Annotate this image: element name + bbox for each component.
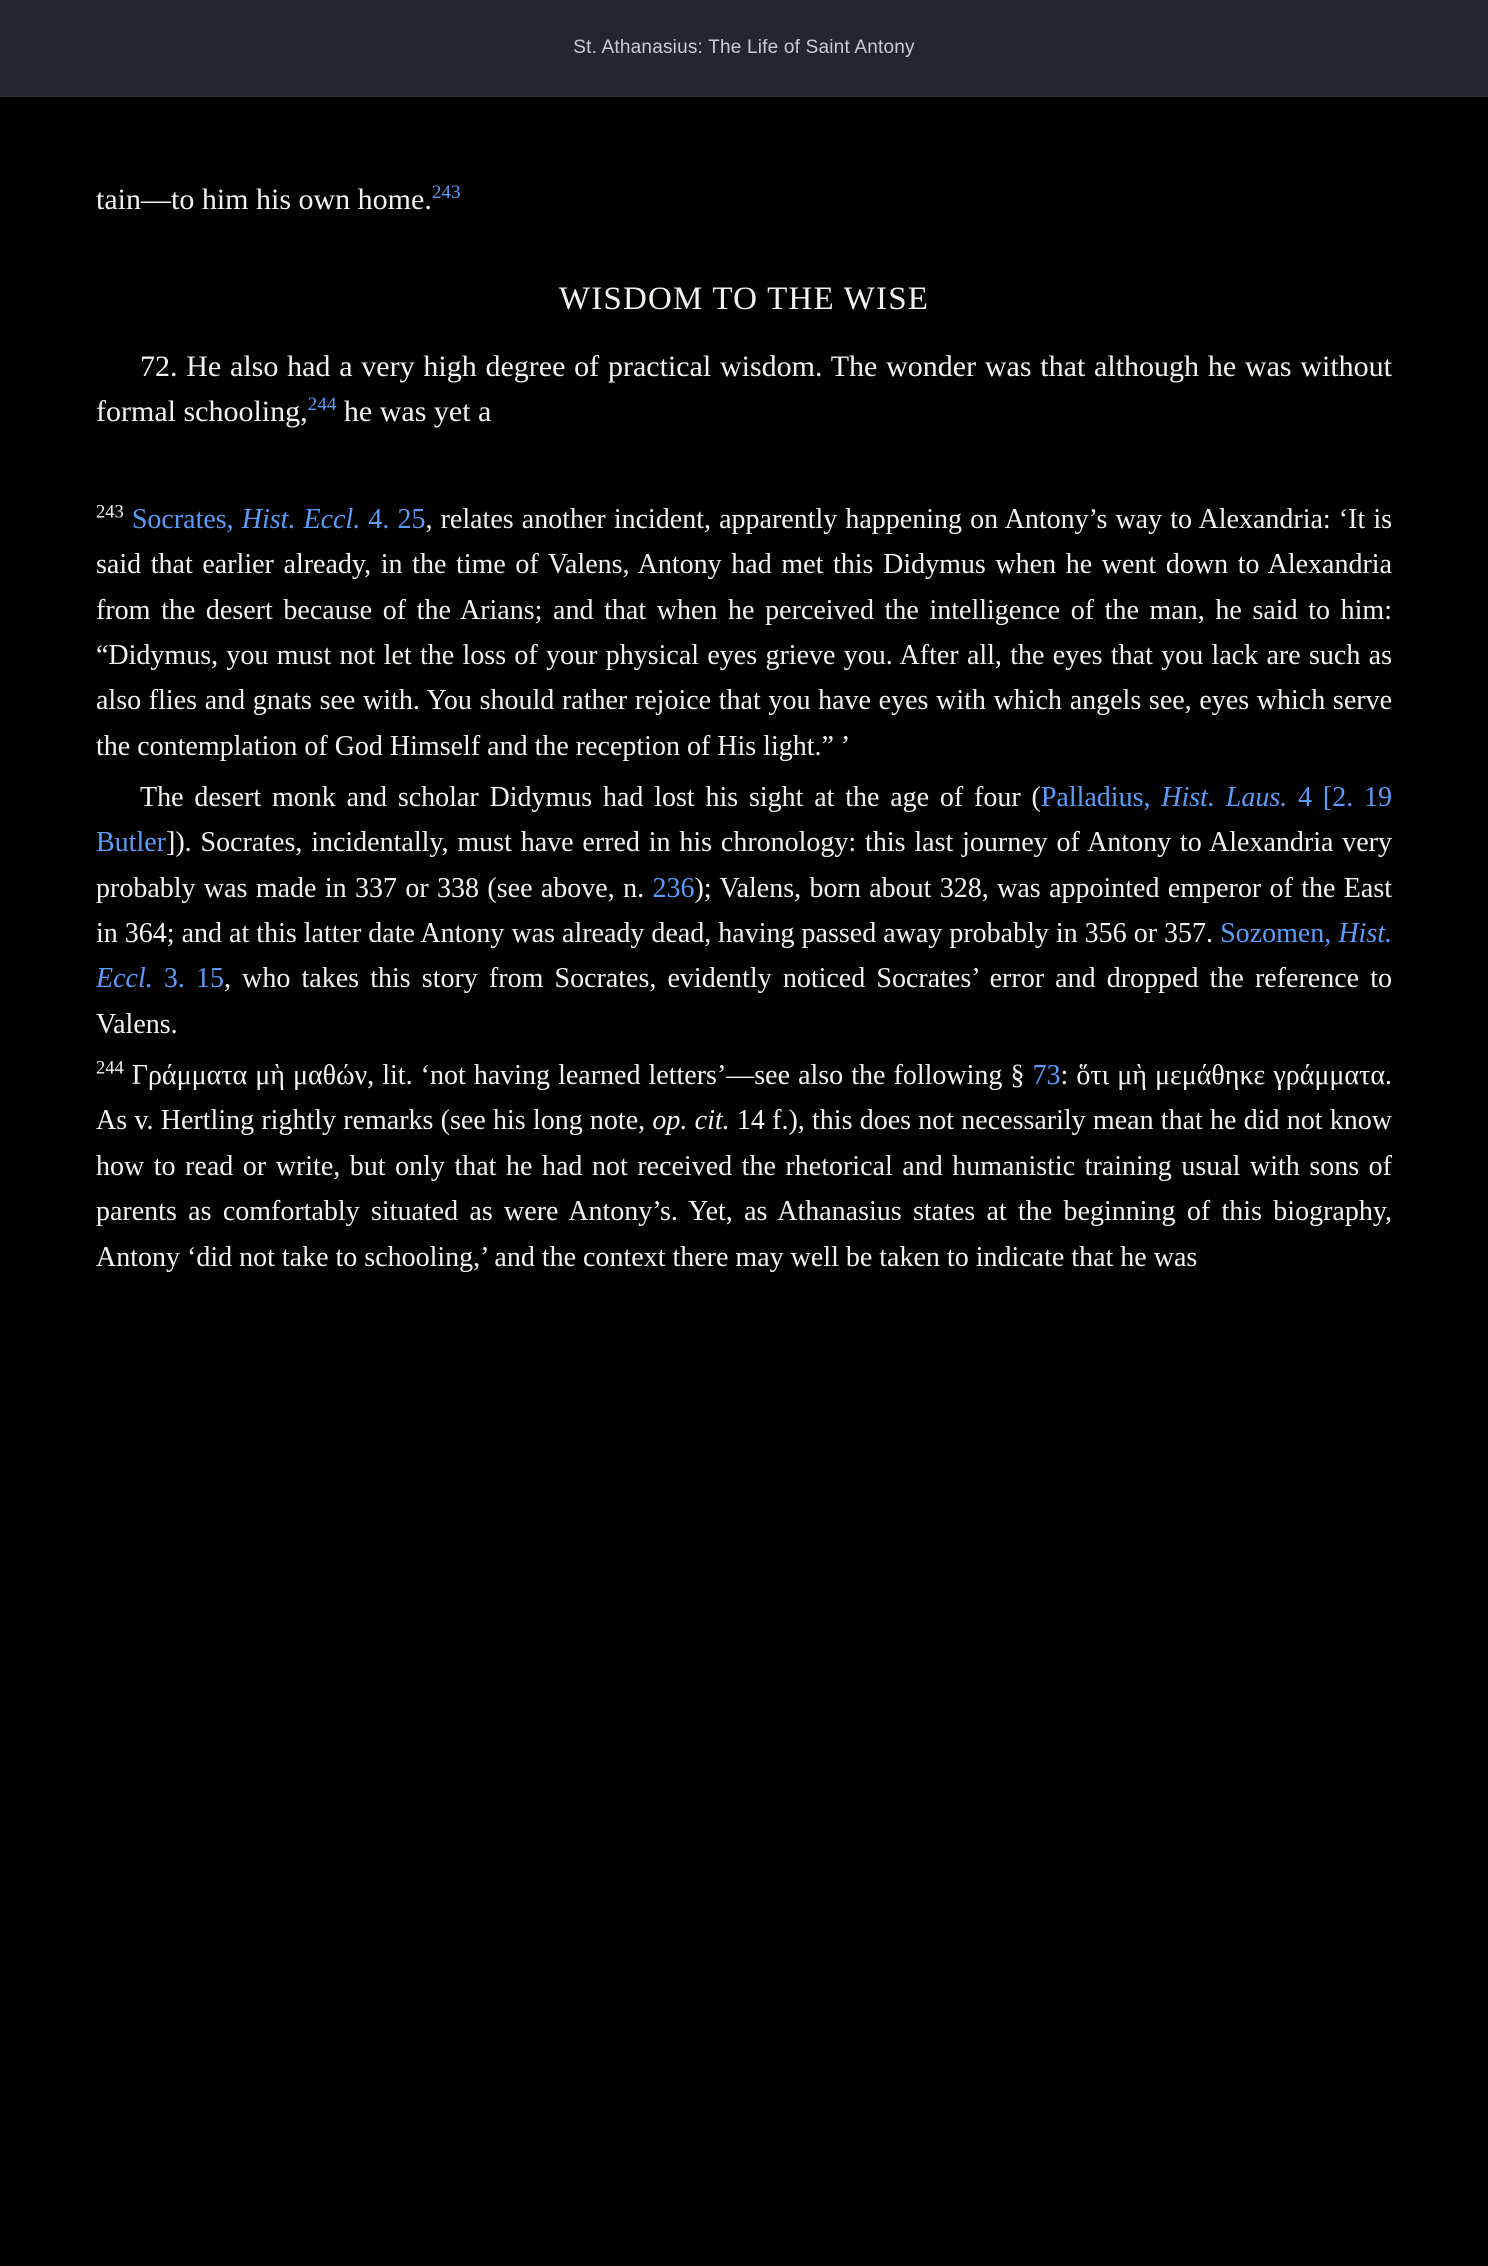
footnote-ref-243[interactable]: 243 bbox=[431, 182, 461, 203]
footnote-244-text-c: . As v. Hertling rightly remarks (see his long note, bbox=[96, 1060, 1393, 1137]
footnote-243-link-socrates-title[interactable]: Hist. Eccl. bbox=[241, 503, 361, 535]
footnote-243-paragraph-2 bbox=[96, 775, 1392, 1047]
footnotes-section bbox=[96, 497, 1392, 1280]
footnote-243-p2-mid3: ); Valens, born about 328, was appointed emperor of the East in 364; and at this latter date Antony was already dead, having passed away probably in 356 or 357. bbox=[96, 872, 1393, 950]
footnote-ref-244[interactable]: 244 bbox=[307, 394, 337, 416]
bottom-spacer bbox=[96, 1280, 1392, 1320]
footnote-244-link-section-73[interactable]: 73 bbox=[1032, 1060, 1061, 1092]
footnote-243-link-note-236[interactable]: 236 bbox=[652, 872, 695, 904]
footnote-243-link-sozomen-title[interactable]: Hist. Eccl. bbox=[96, 918, 1392, 995]
footnote-244-greek-1: Γράμματα μὴ μαθών bbox=[131, 1060, 368, 1092]
paragraph-text-part1: He also had a very high degree of practical wisdom. The wonder was that although he was without formal schooling, bbox=[96, 349, 1392, 429]
paragraph-text-part2: he was yet a bbox=[336, 395, 492, 429]
footnote-243-marker: 243 bbox=[96, 501, 124, 522]
footnote-243-link-sozomen[interactable]: Sozomen, bbox=[1220, 918, 1339, 950]
carryover-paragraph bbox=[96, 177, 1392, 223]
footnote-244-marker: 244 bbox=[96, 1057, 124, 1078]
carryover-text: tain—to him his own home. bbox=[96, 183, 432, 216]
footnote-243-p2-pre: The desert monk and scholar Didymus had lost his sight at the age of four ( bbox=[140, 781, 1041, 813]
footnote-243-link-palladius[interactable]: Palladius, bbox=[1040, 781, 1162, 813]
footnote-243-text: , relates another incident, apparently happening on Antony’s way to Alexandria: ‘It is said that earlier already, in the time of Valens, Antony had met this Didymus when he went down to Alexandria from the desert because of the Arians; and that when he perceived the intelligence of the man, he said to him: “Didymus, you must not let the loss of your physical eyes grieve you. After all, the eyes that you lack are such as also flies and gnats see with. You should rather rejoice that you have eyes with which angels see, eyes which serve the contemplation of God Himself and the reception of His light.” ’ bbox=[96, 503, 1393, 762]
main-paragraph bbox=[96, 344, 1392, 435]
footnote-244-section-sign: § bbox=[1010, 1060, 1033, 1092]
footnote-243-p2-mid2: ]). Socrates, incidentally, must have erred in his chronology: this last journey of Antony to Alexandria very probably was made in 337 or 338 (see above, n. bbox=[96, 827, 1392, 904]
window-titlebar bbox=[0, 0, 1488, 97]
footnote-243-link-sozomen-locus[interactable]: 3. 15 bbox=[152, 963, 225, 995]
footnote-244-text-a: , lit. ‘not having learned letters’—see also the following bbox=[367, 1060, 1011, 1092]
section-heading: WISDOM TO THE WISE bbox=[558, 280, 930, 317]
footnote-243-link-socrates-locus[interactable]: 4. 25 bbox=[360, 503, 426, 535]
footnote-243-link-butler[interactable]: 2. 19 Butler bbox=[96, 781, 1392, 859]
footnote-244-text-d: 14 f.), this does not necessarily mean that he did not know how to read or write, but only that he had not received the rhetorical and humanistic training usual with sons of parents as comfortably situated as were Antony’s. Yet, as Athanasius states at the beginning of this biography, Antony ‘did not take to schooling,’ and the context there may well be taken to indicate that he was bbox=[96, 1105, 1392, 1273]
footnote-244-greek-2: ὅτι μὴ μεμάθηκε γράμματα bbox=[1076, 1060, 1386, 1092]
page-content bbox=[0, 177, 1488, 1320]
footnote-243-link-palladius-title[interactable]: Hist. Laus. bbox=[1161, 781, 1288, 813]
footnote-243-p2-bracket-open: [ bbox=[1312, 781, 1333, 813]
footnote-244-op-cit: op. cit. bbox=[652, 1105, 730, 1137]
footnote-244-text-b: : bbox=[1060, 1060, 1077, 1092]
footnote-243-link-palladius-locus[interactable]: 4 bbox=[1287, 781, 1313, 813]
footnote-243 bbox=[96, 497, 1392, 769]
window-title: St. Athanasius: The Life of Saint Antony bbox=[573, 37, 915, 58]
footnote-244 bbox=[96, 1053, 1392, 1280]
paragraph-number: 72. bbox=[140, 349, 178, 383]
footnote-243-link-socrates[interactable]: Socrates, bbox=[131, 503, 242, 535]
footnote-243-p2-end: , who takes this story from Socrates, evidently noticed Socrates’ error and dropped the reference to Valens. bbox=[96, 963, 1392, 1040]
